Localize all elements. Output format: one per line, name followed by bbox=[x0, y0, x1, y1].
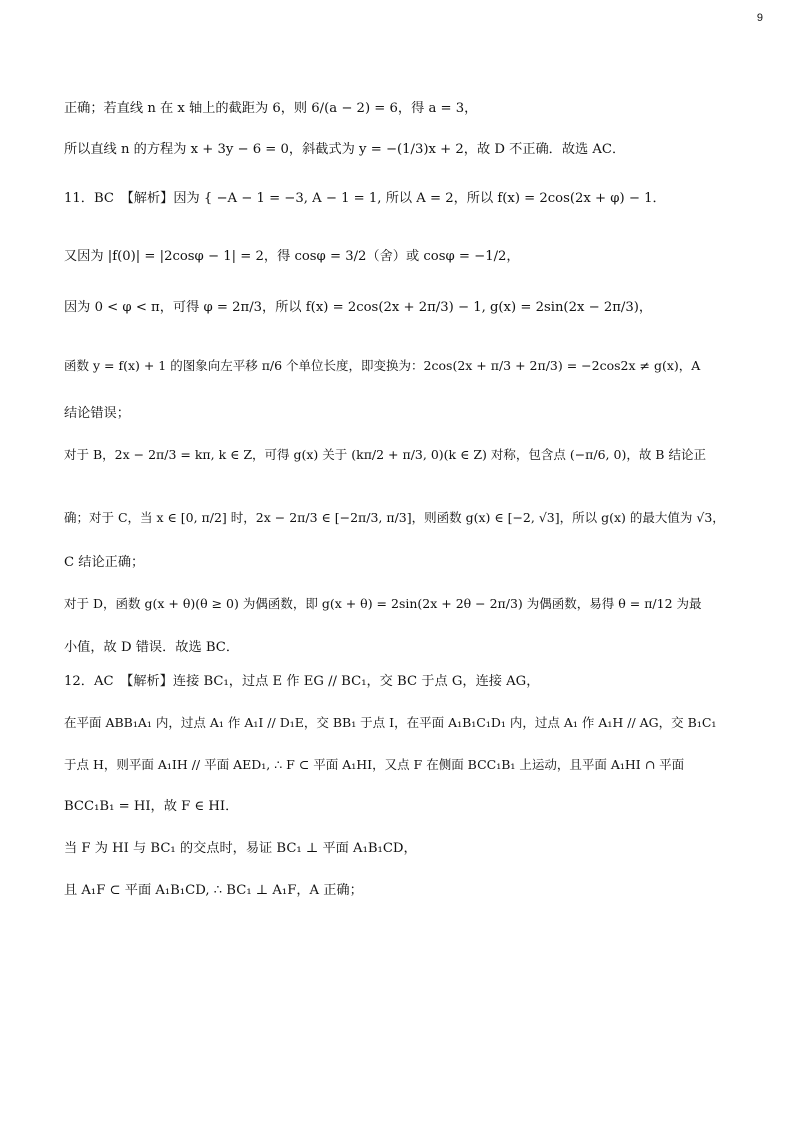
text-line: 12．AC 【解析】连接 BC₁，过点 E 作 EG // BC₁，交 BC 于点 G，连接 AG， bbox=[64, 674, 540, 689]
text-line: 小值，故 D 错误．故选 BC． bbox=[64, 640, 240, 655]
text-line: 对于 D，函数 g(x + θ)(θ ≥ 0) 为偶函数，即 g(x + θ) = 2sin(2x + 2θ − 2π/3) 为偶函数，易得 θ = π/12 为最 bbox=[64, 596, 702, 611]
text-line: 又因为 |f(0)| = |2cosφ − 1| = 2，得 cosφ = 3/2（舍）或 cosφ = −1/2， bbox=[64, 249, 520, 264]
text-line: 正确；若直线 n 在 x 轴上的截距为 6，则 6/(a − 2) = 6，得 a = 3， bbox=[64, 101, 478, 116]
text-line: 且 A₁F ⊂ 平面 A₁B₁CD, ∴ BC₁ ⊥ A₁F，A 正确； bbox=[64, 883, 363, 898]
text-line: 于点 H，则平面 A₁IH // 平面 AED₁, ∴ F ⊂ 平面 A₁HI，又点 F 在侧面 BCC₁B₁ 上运动，且平面 A₁HI ∩ 平面 bbox=[64, 757, 685, 772]
text-line: C 结论正确； bbox=[64, 555, 145, 570]
text-line: BCC₁B₁ = HI，故 F ∈ HI． bbox=[64, 799, 239, 814]
text-line: 所以直线 n 的方程为 x + 3y − 6 = 0，斜截式为 y = −(1/3)x + 2，故 D 不正确．故选 AC． bbox=[64, 142, 626, 157]
text-line: 因为 0 < φ < π，可得 φ = 2π/3，所以 f(x) = 2cos(2x + 2π/3) − 1, g(x) = 2sin(2x − 2π/3)， bbox=[64, 300, 653, 315]
text-line: 在平面 ABB₁A₁ 内，过点 A₁ 作 A₁I // D₁E，交 BB₁ 于点 I，在平面 A₁B₁C₁D₁ 内，过点 A₁ 作 A₁H // AG，交 B₁C₁ bbox=[64, 715, 717, 730]
text-line: 对于 B，2x − 2π/3 = kπ, k ∈ Z，可得 g(x) 关于 (kπ/2 + π/3, 0)(k ∈ Z) 对称，包含点 (−π/6, 0)，故 B 结论正 bbox=[64, 447, 706, 462]
text-line: 确；对于 C，当 x ∈ [0, π/2] 时，2x − 2π/3 ∈ [−2π/3, π/3]，则函数 g(x) ∈ [−2, √3]，所以 g(x) 的最大值为 √3， bbox=[64, 510, 725, 525]
page-number: 9 bbox=[756, 12, 763, 24]
text-line: 结论错误； bbox=[64, 406, 130, 421]
text-line: 函数 y = f(x) + 1 的图象向左平移 π/6 个单位长度，即变换为：2cos(2x + π/3 + 2π/3) = −2cos2x ≠ g(x)，A bbox=[64, 358, 701, 373]
text-line: 11．BC 【解析】因为 { −A − 1 = −3, A − 1 = 1, 所以 A = 2，所以 f(x) = 2cos(2x + φ) − 1． bbox=[64, 191, 666, 206]
text-line: 当 F 为 HI 与 BC₁ 的交点时，易证 BC₁ ⊥ 平面 A₁B₁CD， bbox=[64, 841, 417, 856]
